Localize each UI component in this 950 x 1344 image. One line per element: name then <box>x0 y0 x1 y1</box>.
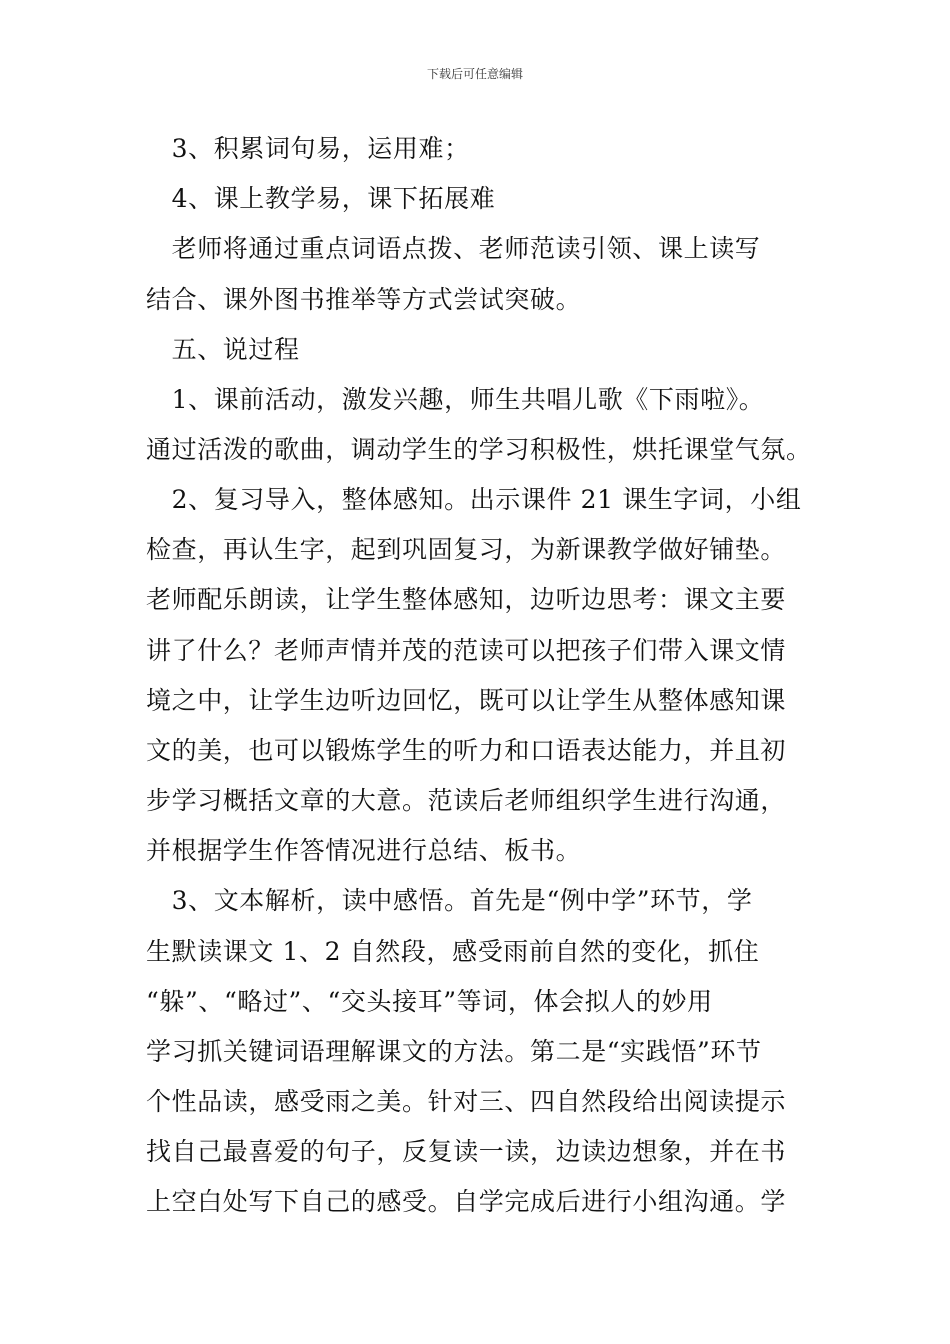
text-line: 通过活泼的歌曲，调动学生的学习积极性，烘托课堂气氛。 <box>146 435 812 464</box>
text-line: 个性品读，感受雨之美。针对三、四自然段给出阅读提示 <box>146 1087 787 1116</box>
text-line: 境之中，让学生边听边回忆，既可以让学生从整体感知课 <box>146 686 787 715</box>
text-line: “躲”、“略过”、“交头接耳”等词，体会拟人的妙用 <box>146 987 713 1016</box>
text-line: 2、复习导入，整体感知。出示课件 21 课生字词，小组 <box>146 485 802 514</box>
text-line: 步学习概括文章的大意。范读后老师组织学生进行沟通， <box>146 786 787 815</box>
text-line: 3、积累词句易，运用难； <box>146 134 470 163</box>
page-header: 下载后可任意编辑 <box>426 67 523 81</box>
text-line: 生默读课文 1、2 自然段，感受雨前自然的变化，抓住 <box>146 937 760 966</box>
text-line: 学习抓关键词语理解课文的方法。第二是“实践悟”环节 <box>146 1037 762 1066</box>
text-line: 并根据学生作答情况进行总结、板书。 <box>146 836 582 865</box>
text-line: 结合、课外图书推举等方式尝试突破。 <box>146 285 582 314</box>
text-line: 4、课上教学易，课下拓展难 <box>146 184 496 213</box>
text-line: 讲了什么？老师声情并茂的范读可以把孩子们带入课文情 <box>146 636 787 665</box>
text-line: 1、课前活动，激发兴趣，师生共唱儿歌《下雨啦》。 <box>146 385 765 414</box>
text-line: 老师将通过重点词语点拨、老师范读引领、课上读写 <box>146 234 761 263</box>
text-line: 3、文本解析，读中感悟。首先是“例中学”环节，学 <box>146 886 753 915</box>
text-line: 找自己最喜爱的句子，反复读一读，边读边想象，并在书 <box>146 1137 787 1166</box>
text-line: 老师配乐朗读，让学生整体感知，边听边思考：课文主要 <box>146 585 787 614</box>
text-line: 检查，再认生字，起到巩固复习，为新课教学做好铺垫。 <box>146 535 787 564</box>
text-line: 文的美，也可以锻炼学生的听力和口语表达能力，并且初 <box>146 736 787 765</box>
text-line: 上空白处写下自己的感受。自学完成后进行小组沟通。学 <box>146 1187 787 1216</box>
section-heading: 五、说过程 <box>146 335 300 364</box>
